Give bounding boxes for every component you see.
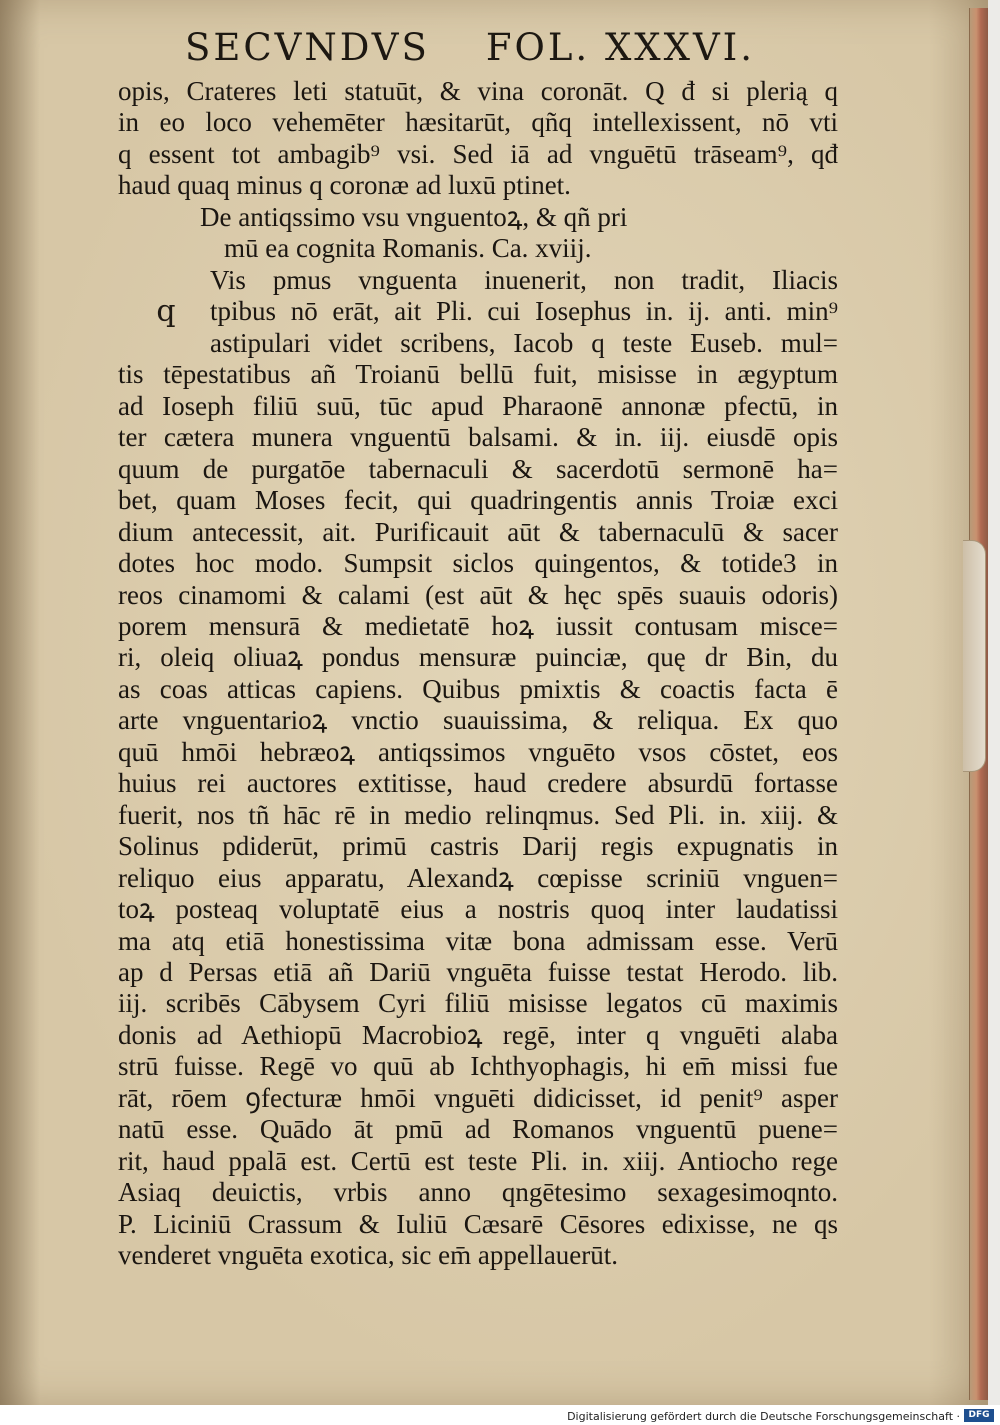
heading-line: mū ea cognita Romanis. Ca. xviij.	[224, 233, 592, 263]
text-line: arte vnguentarioꝝ vnctio suauissima, & reliqua. Ex quo	[118, 705, 838, 736]
spine-shadow	[0, 0, 40, 1405]
text-line: quum de purgatōe tabernaculi & sacerdotū sermonē ha=	[118, 453, 838, 484]
text-line: P. Liciniū Crassum & Iuliū Cæsarē Cēsores edixisse, ne qs	[118, 1208, 838, 1239]
text-line: natū esse. Quādo āt pmū ad Romanos vnguentū puene=	[118, 1114, 838, 1145]
text-line: quū hmōi hebræoꝝ antiqssimos vnguēto vsos cōstet, eos	[118, 736, 838, 767]
text-line: rit, haud ppalā est. Certū est teste Pli. in. xiij. Antiocho rege	[118, 1145, 838, 1176]
funding-footer	[0, 1405, 1000, 1425]
text-line: in eo loco vehemēter hæsitarūt, qñq intellexissent, nō vti	[118, 107, 838, 138]
running-head-title: SECVNDVS	[185, 26, 430, 69]
text-line: strū fuisse. Regē vo quū ab Ichthyophagis, hi em̄ missi fue	[118, 1051, 838, 1082]
text-line: donis ad Aethiopū Macrobioꝝ regē, inter q vnguēti alaba	[118, 1019, 838, 1050]
heading-line: De antiqssimo vsu vnguentoꝝ, & qñ pri	[200, 202, 628, 232]
text-line: astipulari videt scribens, Iacob q teste Euseb. mul=	[210, 327, 838, 358]
text-line: reliquo eius apparatu, Alexandꝝ cœpisse scriniū vnguen=	[118, 862, 838, 893]
text-line: porem mensurā & medietatē hoꝝ iussit contusam misce=	[118, 610, 838, 641]
chapter-heading	[200, 202, 760, 264]
text-line: ri, oleiq oliuaꝝ pondus mensuræ puinciæ, quę dr Bin, du	[118, 642, 838, 673]
text-line: bet, quam Moses fecit, qui quadringentis annis Troiæ exci	[118, 485, 838, 516]
text-line: Vis pmus vnguenta inuenerit, non tradit, Iliacis	[210, 265, 838, 295]
folio-number: FOL. XXXVI.	[485, 26, 756, 69]
text-line: venderet vnguēta exotica, sic em̄ appellauerūt.	[118, 1240, 619, 1271]
initial-letter: q	[156, 294, 176, 329]
text-line: tis tēpestatibus añ Troianū bellū fuit, misisse in ægyptum	[118, 359, 838, 390]
text-line: dotes hoc modo. Sumpsit siclos quingentos, & totide3 in	[118, 548, 838, 579]
text-line: fuerit, nos tñ hāc rē in medio relinqmus. Sed Pli. in. xiij. &	[118, 799, 838, 830]
text-line: opis, Crateres leti statuūt, & vina coronāt. Q đ si plerią q	[118, 76, 838, 106]
text-line: dium antecessit, ait. Purificauit aūt & tabernaculū & sacer	[118, 516, 838, 547]
text-line: ap d Persas etiā añ Dariū vnguēta fuisse testat Herodo. lib.	[118, 956, 838, 987]
text-line: ter cætera munera vnguentū balsami. & in. iij. eiusdē opis	[118, 422, 838, 453]
text-line: Asiaq deuictis, vrbis anno qngētesimo sexagesimoqnto.	[118, 1177, 838, 1208]
text-line: haud quaq minus q coronæ ad luxū ptinet.	[118, 170, 571, 201]
text-line: Solinus pdiderūt, primū castris Darij regis expugnatis in	[118, 831, 838, 862]
text-line: rāt, rōem ꝯfecturæ hmōi vnguēti didicisset, id penit⁹ asper	[118, 1082, 838, 1113]
chapter-body	[118, 265, 838, 1272]
text-line: q essent tot ambagib⁹ vsi. Sed iā ad vnguētū trāseam⁹, qđ	[118, 138, 838, 169]
text-line: ma atq etiā honestissima vitæ bona admissam esse. Verū	[118, 925, 838, 956]
text-line: iij. scribēs Cābysem Cyri filiū misisse legatos cū maximis	[118, 988, 838, 1019]
text-line: reos cinamomi & calami (est aūt & hęc spēs suauis odoris)	[118, 579, 838, 610]
opening-text	[118, 76, 838, 202]
text-line: huius rei auctores extitisse, haud credere absurdū fortasse	[118, 768, 838, 799]
text-line: tpibus nō erāt, ait Pli. cui Iosephus in. ij. anti. min⁹	[210, 296, 838, 327]
running-head	[185, 26, 805, 69]
text-line: as coas atticas capiens. Quibus pmixtis & coactis facta ē	[118, 673, 838, 704]
funding-credit-text: Digitalisierung gefördert durch die Deutsche Forschungsgemeinschaft ·	[567, 1410, 960, 1423]
text-line: toꝝ posteaq voluptatē eius a nostris quoq inter laudatissi	[118, 894, 838, 925]
dfg-logo-icon: DFG	[964, 1409, 994, 1422]
text-line: ad Ioseph filiū suū, tūc apud Pharaonē annonæ pfectū, in	[118, 390, 838, 421]
book-clasp	[963, 540, 986, 772]
